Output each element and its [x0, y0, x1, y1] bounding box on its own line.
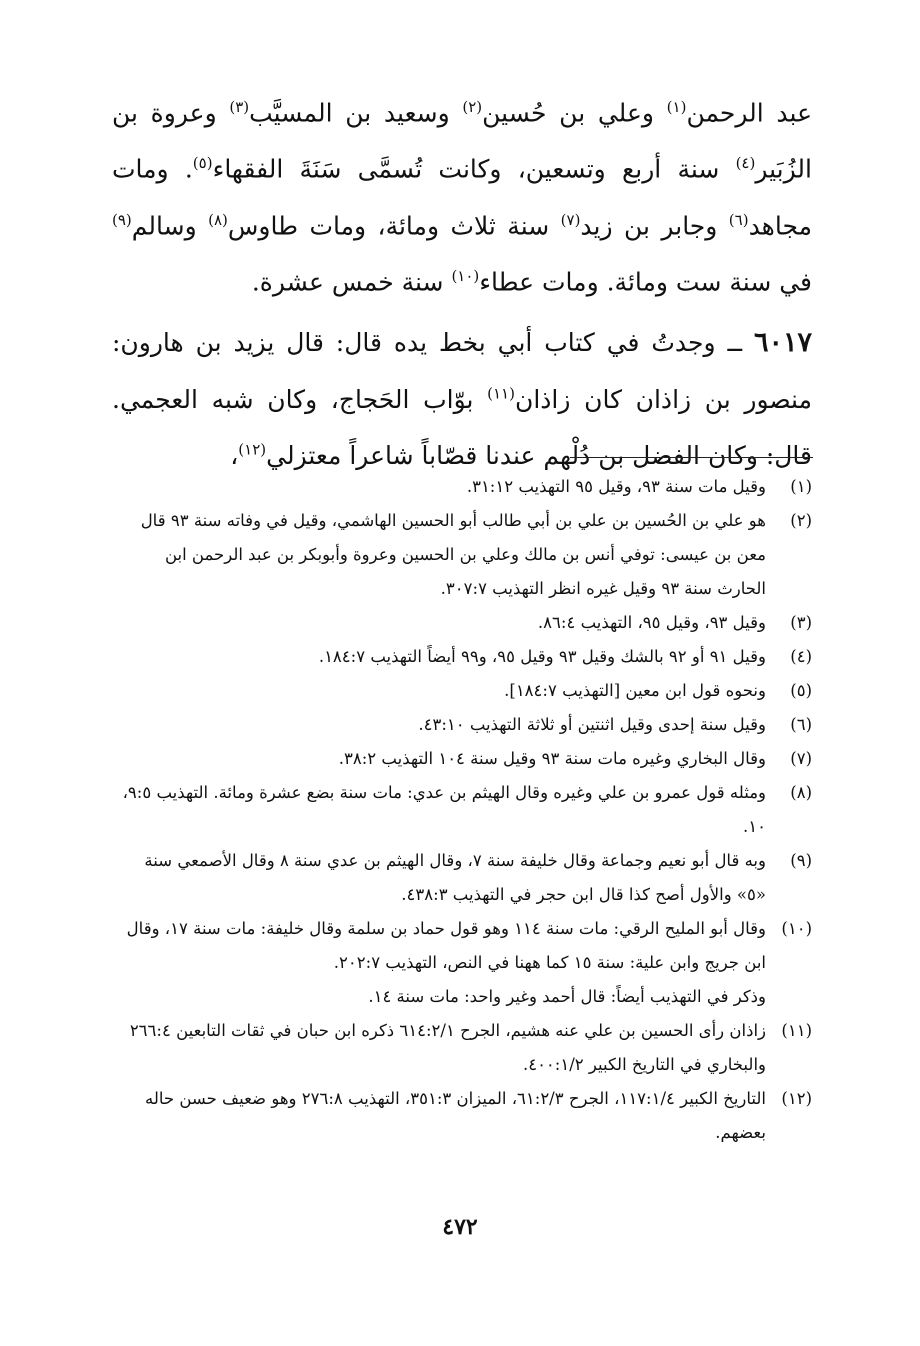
footnote-marker: (٤) — [735, 154, 756, 173]
footnote-text: زاذان رأى الحسين بن علي عنه هشيم، الجرح ٦١٤:٢/١ ذكره ابن حبان في ثقات التابعين ٢٦٦:٤ والبخاري في التاريخ الكبير ٤٠٠:١/٢. — [129, 1021, 766, 1074]
text-run: ، — [230, 440, 239, 470]
footnote-text: وقال البخاري وغيره مات سنة ٩٣ وقيل سنة ١٠٤ التهذيب ٣٨:٢. — [338, 749, 766, 768]
footnote-number: (٦) — [790, 715, 812, 734]
footnotes — [112, 470, 812, 1150]
footnote-marker: (١٢) — [238, 440, 267, 459]
footnote-marker: (١١) — [487, 384, 515, 403]
footnote-marker: (١) — [666, 98, 687, 116]
footnote-text: وقيل ٩٣، وقيل ٩٥، التهذيب ٨٦:٤. — [537, 613, 766, 632]
footnote — [112, 470, 812, 504]
footnote-text: ونحوه قول ابن معين [التهذيب ١٨٤:٧]. — [504, 681, 766, 700]
footnote-text: وبه قال أبو نعيم وجماعة وقال خليفة سنة ٧، وقال الهيثم بن عدي سنة ٨ وقال الأصمعي سنة «٥» والأول أصح كذا قال ابن حجر في التهذيب ٤٣٨:٣. — [144, 851, 766, 904]
entry-number: ٦٠١٧ — [753, 327, 812, 359]
footnote-text: وقيل ٩١ أو ٩٢ بالشك وقيل ٩٣ وقيل ٩٥، و٩٩ أيضاً التهذيب ١٨٤:٧. — [318, 647, 766, 666]
text-run: وسالم — [131, 210, 209, 240]
footnote-marker: (٧) — [560, 210, 581, 229]
text-run: وجابر بن زيد — [580, 210, 729, 240]
text-run: وعلي بن حُسين — [482, 98, 667, 128]
footnote — [112, 742, 812, 776]
footnote-marker: (٦) — [728, 210, 749, 229]
text-run: سنة خمس عشرة. — [251, 267, 452, 297]
text-run: بوّاب الحَجاج، وكان شبه العجمي. قال: وكان الفضل بن دُلْهم عندنا قصّاباً شاعراً معتزلي — [112, 384, 812, 470]
footnote-number: (٥) — [790, 681, 812, 700]
text-run: . ومات مجاهد — [112, 154, 813, 240]
text-run: سنة ثلاث ومائة، ومات طاوس — [227, 210, 561, 240]
main-text — [112, 82, 812, 481]
footnote — [112, 674, 812, 708]
footnote — [112, 776, 812, 844]
footnote-number: (١٢) — [781, 1089, 812, 1108]
text-run: وعروة بن الزُبَير — [112, 98, 812, 184]
footnote-number: (٧) — [790, 749, 812, 768]
text-run: عبد الرحمن — [686, 98, 813, 128]
footnote-marker: (١٠) — [451, 266, 480, 285]
text-run: ــ وجدتُ في كتاب أبي بخط يده قال: قال يزيد بن هارون: منصور بن زاذان كان زاذان — [112, 328, 812, 414]
footnote-text: التاريخ الكبير ١١٧:١/٤، الجرح ٦١:٢/٣، الميزان ٣٥١:٣، التهذيب ٢٧٦:٨ وهو ضعيف حسن حاله بعضهم. — [144, 1089, 766, 1142]
footnote-text: وقال أبو المليح الرقي: مات سنة ١١٤ وهو قول حماد بن سلمة وقال خليفة: مات سنة ١٧، وقال ابن جريج وابن علية: سنة ١٥ كما ههنا في النص، التهذيب ٢٠٢:٧. — [126, 919, 766, 972]
footnote-number: (٨) — [790, 783, 812, 802]
footnote-marker: (٣) — [229, 98, 250, 116]
text-run: في سنة ست ومائة. ومات عطاء — [479, 267, 812, 297]
footnote-marker: (٥) — [192, 154, 213, 173]
footnote — [112, 708, 812, 742]
footnote-text: ومثله قول عمرو بن علي وغيره وقال الهيثم بن عدي: مات سنة بضع عشرة ومائة. التهذيب ٩:٥، ١٠. — [122, 783, 766, 836]
footnote-number: (١١) — [781, 1021, 812, 1040]
footnote — [112, 1014, 812, 1082]
footnote-continuation: وذكر في التهذيب أيضاً: قال أحمد وغير واحد: مات سنة ١٤. — [368, 987, 766, 1006]
footnote — [112, 844, 812, 912]
footnote-text: وقيل مات سنة ٩٣، وقيل ٩٥ التهذيب ٣١:١٢. — [466, 477, 766, 496]
footnote-marker: (٩) — [112, 210, 132, 229]
paragraph-1 — [112, 82, 812, 307]
footnote — [112, 640, 812, 674]
footnote-divider — [570, 457, 813, 458]
footnote-number: (١) — [790, 477, 812, 496]
footnote-number: (٩) — [790, 851, 812, 870]
footnote — [112, 606, 812, 640]
footnote-number: (١٠) — [781, 919, 812, 938]
footnote-number: (٤) — [790, 647, 812, 666]
footnote-text: وقيل سنة إحدى وقيل اثنتين أو ثلاثة التهذيب ٤٣:١٠. — [418, 715, 766, 734]
footnote — [112, 504, 812, 606]
text-run: سنة أربع وتسعين، وكانت تُسمَّى سَنَةَ الفقهاء — [212, 154, 736, 184]
footnote-text: هو علي بن الحُسين بن علي بن أبي طالب أبو الحسين الهاشمي، وقيل في وفاته سنة ٩٣ قال معن بن عيسى: توفي أنس بن مالك وعلي بن الحسين وعروة وأبوبكر بن عبد الرحمن ابن الحارث سنة ٩٣ وقيل غيره انظر التهذيب ٣٠٧:٧. — [140, 511, 766, 598]
paragraph-6017-body — [112, 328, 812, 470]
footnote-number: (٣) — [790, 613, 812, 632]
text-run: وسعيد بن المسيَّب — [249, 98, 463, 128]
footnote-number: (٢) — [790, 511, 812, 530]
footnote — [112, 1082, 812, 1150]
footnote — [112, 912, 812, 980]
page-number: ٤٧٢ — [442, 1214, 478, 1240]
footnote-marker: (٢) — [462, 98, 483, 116]
footnote-marker: (٨) — [208, 210, 228, 229]
